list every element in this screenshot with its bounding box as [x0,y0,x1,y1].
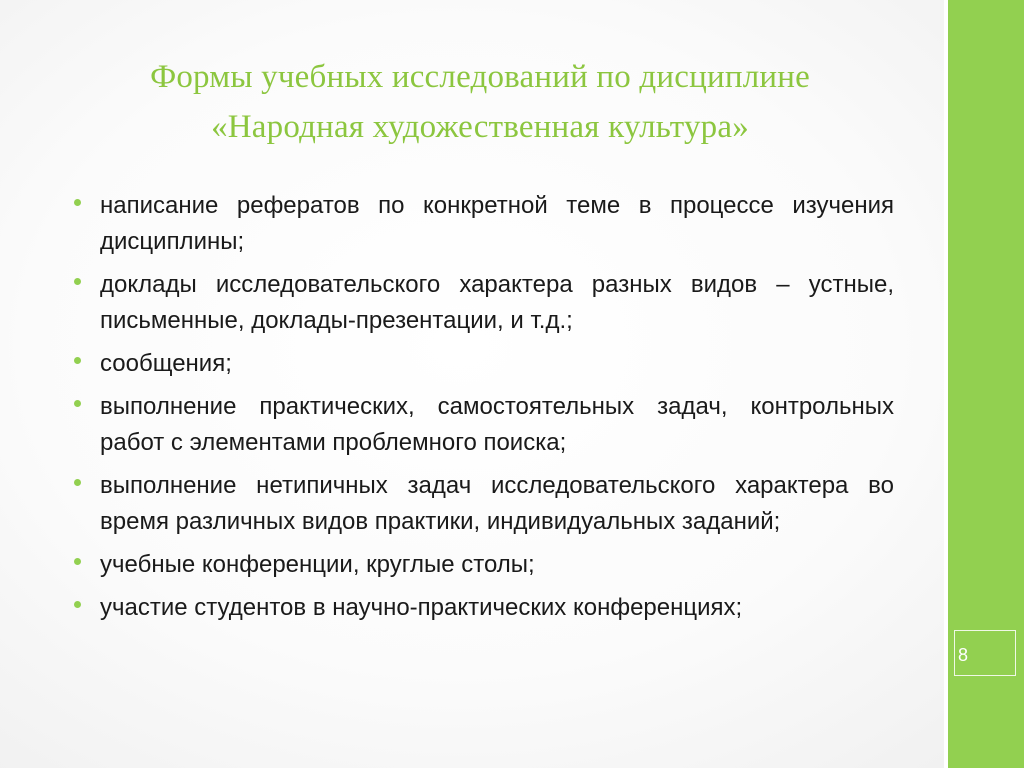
bullet-icon [74,400,81,407]
bullet-icon [74,278,81,285]
list-item-text: выполнение нетипичных задач исследовательского характера во время различных видов практики, индивидуальных заданий; [100,472,894,535]
bullet-icon [74,479,81,486]
bullet-icon [74,357,81,364]
slide-title [60,52,900,152]
bullet-list [74,188,894,633]
page-number: 8 [958,645,969,665]
title-line-2: «Народная художественная культура» [211,109,749,145]
list-item [74,267,894,339]
list-item [74,590,894,626]
list-item [74,468,894,540]
list-item [74,389,894,461]
bullet-icon [74,601,81,608]
bullet-icon [74,199,81,206]
list-item-text: выполнение практических, самостоятельных задач, контрольных работ с элементами проблемного поиска; [100,393,894,456]
list-item-text: сообщения; [100,350,232,377]
title-line-1: Формы учебных исследований по дисциплине [150,59,810,95]
list-item [74,188,894,260]
list-item-text: участие студентов в научно-практических конференциях; [100,594,743,621]
list-item [74,547,894,583]
list-item-text: написание рефератов по конкретной теме в процессе изучения дисциплины; [100,192,894,255]
list-item-text: учебные конференции, круглые столы; [100,551,535,578]
list-item-text: доклады исследовательского характера разных видов – устные, письменные, доклады-презентации, и т.д.; [100,271,894,334]
bullet-icon [74,558,81,565]
list-item [74,346,894,382]
